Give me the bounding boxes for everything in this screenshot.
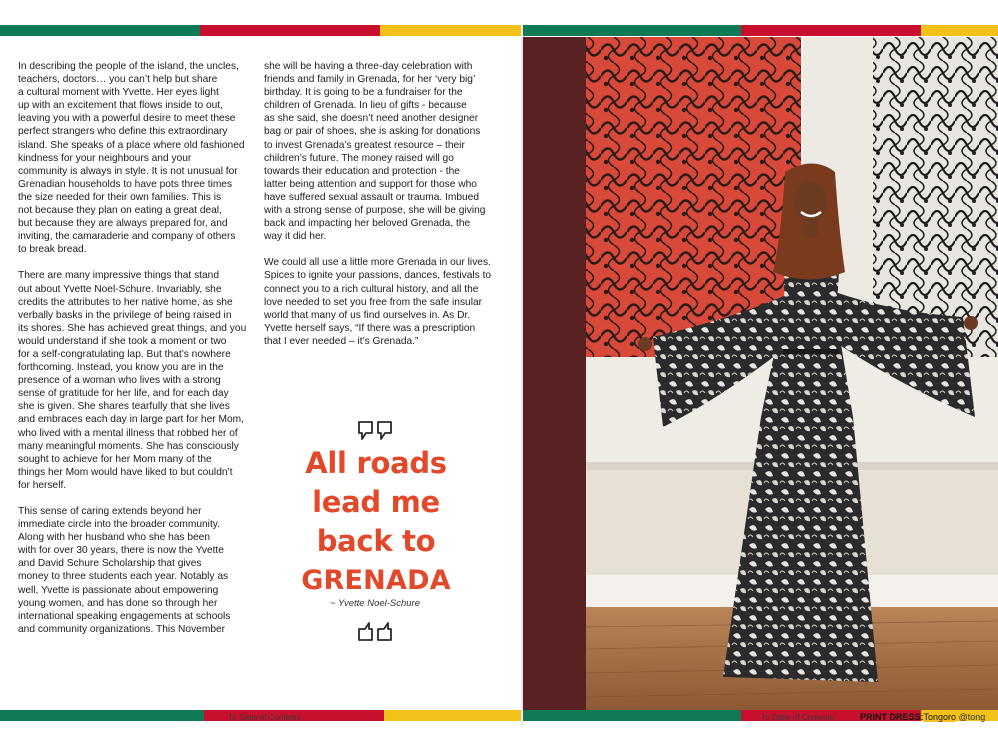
paragraph: This sense of caring extends beyond her immediate circle into the broader community. Along with her husband who she has been with for over 30 years, there is now the Yvette and David Schure Scholarship that gives money to three students each year. Notably as well, Yvette is passionate about empowering young women, and has done so through her international speaking engagements at schools and community organizations. This November	[18, 506, 231, 635]
top-color-bar-left	[0, 25, 522, 36]
top-color-bar-right	[523, 25, 998, 36]
pull-quote-line: back to	[316, 524, 436, 558]
credit-label: PRINT DRESS:	[860, 712, 924, 722]
paragraph: she will be having a three-day celebration with friends and family in Grenada, for her ‘very big’ birthday. It is going to be a fundraiser for the children of Grenada. In lieu of gifts - because as she said, she doesn’t need another designer bag or pair of shoes, she is asking for donations to invest Grenada’s greatest resource – their children’s future. The money raised will go towards their education and protection - the latter being attention and support for those who have suffered sexual assault or trauma. Imbued with a strong sense of purpose, she will be giving back and impacting her beloved Grenada, the way it did her.	[264, 61, 486, 243]
paragraph: In describing the people of the island, the uncles, teachers, doctors… you can’t help but share a cultural moment with Yvette. Her eyes light up with an excitement that flows inside to out, leaving you with a powerful desire to meet these perfect strangers who define this extraordinary island. She speaks of a place where old fashioned kindness for your neighbours and your community is always in style. It is not unusual for Grenadian households to have pots three times the size needed for their own families. This is not because they plan on eating a great deal, but because they are always prepared for, and inviting, the camaraderie and company of others to break bread.	[18, 61, 245, 256]
credit-handle: @tong	[958, 712, 986, 722]
paragraph: We could all use a little more Grenada in our lives. Spices to ignite your passions, dances, festivals to connect you to a rich cultural history, and all the love needed to set you free from the safe insular world that many of us find ourselves in. As Dr. Yvette herself says, “If there was a prescription that I ever needed – it’s Grenada.”	[264, 257, 492, 347]
photo-credit	[860, 712, 985, 722]
pull-quote	[285, 444, 467, 600]
close-quote-icon	[356, 620, 396, 642]
quote-attribution: ~ Yvette Noel-Schure	[329, 598, 421, 609]
article-column-2	[264, 60, 504, 361]
credit-brand: Tongoro	[923, 712, 957, 722]
portrait-photo	[523, 37, 998, 710]
table-of-contents-link[interactable]: To Table of Contents	[228, 713, 301, 722]
pull-quote-line: lead me	[312, 485, 440, 519]
open-quote-icon	[356, 420, 396, 442]
maroon-panel	[523, 37, 586, 710]
article-column-1	[18, 60, 262, 649]
pull-quote-line: GRENADA	[301, 565, 451, 596]
pull-quote-line: All roads	[305, 446, 447, 480]
table-of-contents-link[interactable]: To Table of Contents	[761, 713, 834, 722]
paragraph: There are many impressive things that stand out about Yvette Noel-Schure. Invariably, she credits the attributes to her native home, as she verbally basks in the privilege of being raised in its shores. She has achieved great things, and you would understand if she took a moment or two for a self-congratulating lap. But that’s nowhere forthcoming. Instead, you know you are in the presence of a woman who lives with a strong sense of gratitude for her life, and for each day she is given. She shares tearfully that she lives and embraces each day in large part for her Mom, who lived with a mental illness that robbed her of many meaningful moments. She has consciously sought to achieve for her Mom many of the things her Mom would have liked to but couldn’t for herself.	[18, 270, 247, 491]
right-page	[523, 0, 998, 752]
